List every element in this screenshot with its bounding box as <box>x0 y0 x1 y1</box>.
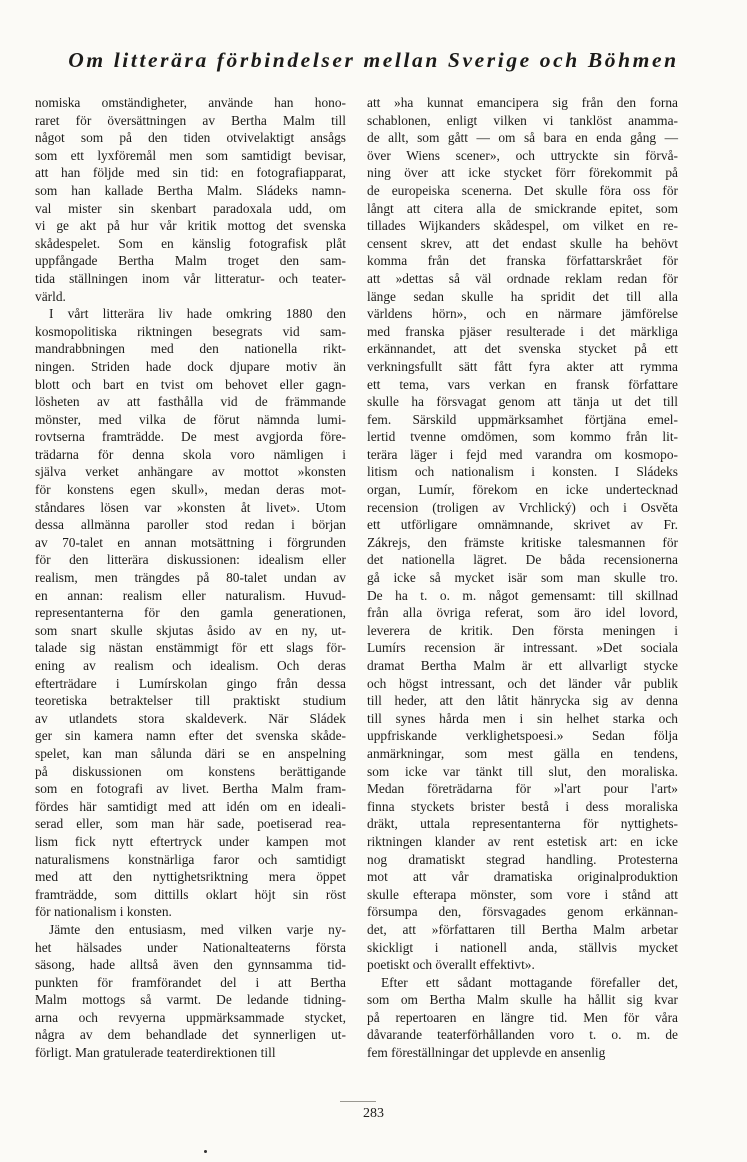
text-line: organ, Lumír, förekom en icke undertecknad <box>367 482 678 498</box>
text-line: Zákrejs, den främste kritiske talesmannen för <box>367 534 678 550</box>
text-line: det, att »författaren till Bertha Malm arbetar <box>367 921 678 937</box>
text-line: som icke var tänkt till slut, den moraliska. <box>367 763 678 779</box>
text-line: som snart skulle skjutas åsido av en ny, ut- <box>35 622 346 638</box>
text-line: tillades Wijkanders skådespel, om vilket en re- <box>367 218 678 234</box>
text-line: val mister sin skenbart paradoxala udd, om <box>35 200 346 216</box>
text-line: till heder, att den låtit hänrycka sig av denna <box>367 693 678 709</box>
text-line: censent skrev, att det endast skulle ha behövt <box>367 235 678 251</box>
text-line: rovtserna framträdde. De mest avgjorda före- <box>35 429 346 445</box>
page-number: 283 <box>363 1106 384 1121</box>
text-line: med franska pjäser resulterade i det märkliga <box>367 323 678 339</box>
text-line: nog dramatiskt stegrad handling. Protesterna <box>367 851 678 867</box>
text-line: raret för översättningen av Bertha Malm till <box>35 112 346 128</box>
text-line: gå icke så mycket isär som man skulle tro. <box>367 570 678 586</box>
text-line: för konstens egen skull», medan deras mot- <box>35 482 346 498</box>
text-line: som en fotografi av livet. Bertha Malm fram- <box>35 781 346 797</box>
text-line: fem. Särskild uppmärksamhet förtjäna emel- <box>367 411 678 427</box>
text-line: av utlandets stora skaldeverk. När Sládek <box>35 710 346 726</box>
text-line: försumpa den, försvagades genom erkännan- <box>367 904 678 920</box>
text-line: att han följde med sin tid: en fotografiapparat, <box>35 165 346 181</box>
text-line: efterträdare i Lumírskolan gingo från dessa <box>35 675 346 691</box>
text-line: mandrabbningen med den nationella rikt- <box>35 341 346 357</box>
text-line: på repertoaren en längre tid. Men för våra <box>367 1009 678 1025</box>
text-line: litism och nationalism i konsten. I Sládeks <box>367 464 678 480</box>
text-line: poetiskt och överallt effektivt». <box>367 957 535 973</box>
text-line: erkännandet, att det svenska stycket på ett <box>367 341 678 357</box>
text-line: av 70-talet en annan motsättning i förgrunden <box>35 534 346 550</box>
text-line: talade sig nästan enstämmigt för ett slags för- <box>35 640 346 656</box>
text-line: representanterna för den gamla generationen, <box>35 605 346 621</box>
text-line: lösheten av att fasthålla vid de främmande <box>35 394 346 410</box>
text-line: skådespelet. Som en känslig fotografisk plåt <box>35 235 346 251</box>
text-line: ning över att icke stycket förr förekommit på <box>367 165 678 181</box>
text-line: I vårt litterära liv hade omkring 1880 den <box>49 306 346 322</box>
text-line: mönster, med vilka de förut nämnda lumi- <box>35 411 346 427</box>
text-line: dessa allmänna paroller stod redan i början <box>35 517 346 533</box>
text-line: uppfångade Bertha Malm troget den sam- <box>35 253 346 269</box>
text-line: något som på den tiden otvivelaktigt ansågs <box>35 130 346 146</box>
text-line: schablonen, enligt vilken vi tanklöst anamma- <box>367 112 678 128</box>
text-line: värld. <box>35 288 66 304</box>
text-line: ningen. Striden hade dock djupare motiv än <box>35 358 346 374</box>
text-line: förligt. Man gratulerade teaterdirektionen till <box>35 1045 276 1061</box>
text-line: och högst intressant, och det länder vår publik <box>367 675 678 691</box>
text-line: de allt, som gått — om så bara en enda gång — <box>367 130 678 146</box>
text-line: kosmopolitiska riktningen besegrats vid sam- <box>35 323 346 339</box>
text-line: riktningen klander av rent estetisk art: en icke <box>367 833 678 849</box>
text-line: fördes här samtidigt med att idén om en ideali- <box>35 798 346 814</box>
text-line: punkten för framförandet del i att Bertha <box>35 974 346 990</box>
text-line: naturalismens konstnärliga faror och samtidigt <box>35 851 346 867</box>
text-line: fem föreställningar det upplevde en ansenlig <box>367 1045 606 1061</box>
text-line: för den litterära diskussionen: idealism eller <box>35 552 346 568</box>
text-line: dramat Bertha Malm är ett allvarligt stycke <box>367 658 678 673</box>
text-line: det nationella lägret. De båda recensionerna <box>367 552 678 568</box>
page-number-rule <box>340 1101 376 1102</box>
text-line: att »dettas så väl ordnade reklam redan för <box>367 270 678 286</box>
left-text-column <box>35 94 346 1062</box>
text-line: ening av realism och idealism. Och deras <box>35 658 346 673</box>
text-line: över Wiens scener», och uttryckte sin förvå- <box>367 147 678 163</box>
text-line: från alla övriga referat, som äro idel lovord, <box>367 605 678 621</box>
text-line: ett utförligare omnämnande, skrivet av Fr. <box>367 517 678 533</box>
text-line: spelet, kan man sålunda däri se en anspelning <box>35 745 346 761</box>
text-line: arna och revyerna uppmärksammade stycket, <box>35 1009 346 1025</box>
text-line: finna styckets brister bestå i dess moraliska <box>367 798 678 814</box>
text-line: Lumírs recension är intressant. »Det sociala <box>367 640 678 656</box>
text-line: skickligt i nationell anda, ställvis mycket <box>367 939 678 955</box>
running-header: Om litterära förbindelser mellan Sverige och Böhmen <box>68 48 679 72</box>
text-line: het hälsades under Nationalteaterns första <box>35 939 346 955</box>
text-line: till synes hårda men i sin helhet starka och <box>367 710 678 726</box>
text-line: teoretiska betraktelser till praktiskt studium <box>35 693 346 709</box>
text-line: ger sin kamera namn efter det svenska skåde- <box>35 728 346 744</box>
text-line: säsong, hade alltså även den gynnsamma tid- <box>35 957 346 973</box>
text-line: dåvarande teaterförhållanden voro t. o. m. de <box>367 1027 678 1043</box>
text-line: Malm mottogs så varmt. De ledande tidning- <box>35 992 346 1008</box>
right-text-column <box>367 94 678 1062</box>
text-line: mot att vår dramatiska originalproduktion <box>367 869 678 885</box>
text-line: de europeiska scenerna. Det skulle föra oss för <box>367 182 678 198</box>
text-line: recension (troligen av Vrchlický) och i Osvěta <box>367 499 678 515</box>
text-line: för nationalism i konsten. <box>35 904 172 920</box>
text-line: själva verket anhängare av mottot »konsten <box>35 464 346 480</box>
text-line: Jämte den entusiasm, med vilken varje ny- <box>49 921 346 937</box>
text-line: anmärkningar, som mest gälla en tendens, <box>367 745 678 761</box>
text-line: Medan företrädarna för »l'art pour l'art» <box>367 781 678 797</box>
text-line: lism fick nytt eftertryck under kampen mot <box>35 833 346 849</box>
text-line: som ett lyxföremål men som samtidigt bevisar, <box>35 147 346 163</box>
text-line: nomiska omständigheter, använde han hono- <box>35 95 346 110</box>
text-line: leverera de kritik. Den första meningen i <box>367 622 678 638</box>
text-line: serad eller, som man här sade, poetiserad rea- <box>35 816 346 832</box>
text-line: en annan: realism eller naturalism. Huvud- <box>35 587 346 603</box>
text-line: De ha t. o. m. något gemensamt: till skillnad <box>367 587 678 603</box>
text-line: realism, men trängdes på 80-talet undan av <box>35 570 346 586</box>
text-line: trädarna för denna skola voro nämligen i <box>35 446 346 462</box>
text-line: framträdde, som dittills oklart höjt sin röst <box>35 886 346 902</box>
text-line: dräkt, uttala representanterna för nyttighets- <box>367 816 678 832</box>
text-line: blott och bart en tvist om behovet eller gagn- <box>35 376 346 392</box>
text-line: terära läger i fejd med varandra om kosmopo- <box>367 446 678 462</box>
text-line: länge sedan skulle ha spridit det till alla <box>367 288 678 304</box>
text-line: som han kallade Bertha Malm. Sládeks namn- <box>35 182 346 198</box>
text-line: skulle efterapa mönster, som vore i stånd att <box>367 886 678 902</box>
text-line: tida ställningen inom vår litteratur- och teater- <box>35 270 346 286</box>
text-line: med att den nyttighetsriktning mera öppet <box>35 869 346 885</box>
text-line: ett tema, vars verkan en fransk författare <box>367 376 678 392</box>
text-line: ståndares lösen var »konsten åt livet». Utom <box>35 499 346 515</box>
text-line: vi ge akt på hur vår kritik mottog det svenska <box>35 218 346 234</box>
text-line: som om Bertha Malm skulle ha hållit sig kvar <box>367 992 678 1008</box>
text-line: Efter ett sådant mottagande förefaller det, <box>381 974 678 990</box>
text-line: världens hörn», och en närmare jämförelse <box>367 306 678 322</box>
text-line: på diskussionen om konstens berättigande <box>35 763 346 779</box>
text-line: några av dem behandlade det synnerligen ut- <box>35 1027 346 1043</box>
text-line: komma från det franska författarskrået för <box>367 253 678 269</box>
text-line: långt att citera alla de smickrande epitet, som <box>367 200 678 216</box>
text-line: uppfriskande verklighetspoesi.» Sedan följa <box>367 728 678 744</box>
text-line: skulle ha försvagat genom att tänja ut det till <box>367 394 678 410</box>
text-line: lertid tvenne omdömen, som kommo från lit- <box>367 429 678 445</box>
text-line: att »ha kunnat emancipera sig från den forna <box>367 95 678 110</box>
text-line: verkningsfullt sätt fått fyra akter att rymma <box>367 358 678 374</box>
stray-dot <box>204 1150 207 1153</box>
